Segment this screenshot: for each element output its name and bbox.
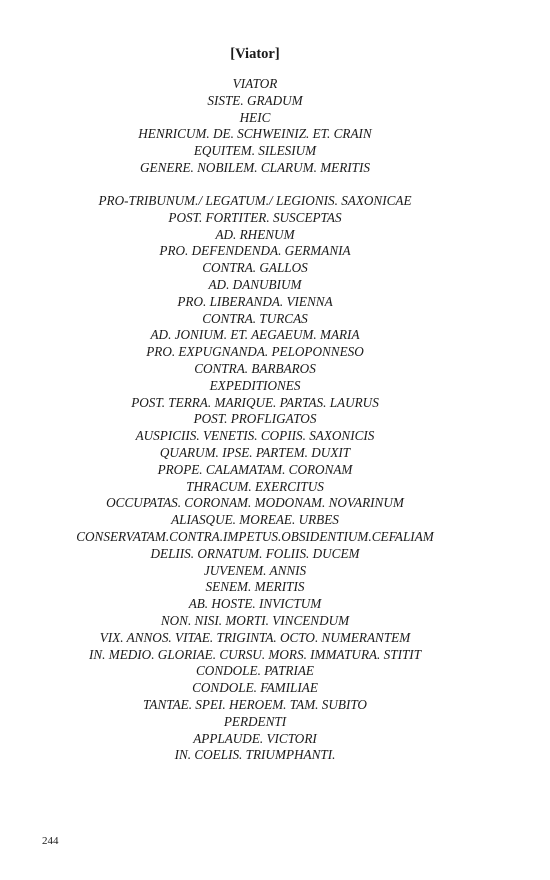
inscription-line: CONTRA. TURCAS <box>202 310 308 326</box>
inscription-line: CONDOLE. PATRIAE <box>196 663 314 679</box>
inscription-stanza-2 <box>0 193 510 764</box>
inscription-line: APPLAUDE. VICTORI <box>193 730 317 746</box>
inscription-line: POST. PROFLIGATOS <box>193 411 317 427</box>
inscription-line: EQUITEM. SILESIUM <box>193 143 317 159</box>
inscription-line: ALIASQUE. MOREAE. URBES <box>171 512 339 528</box>
inscription-line: SENEM. MERITIS <box>205 579 305 595</box>
inscription-line: GENERE. NOBILEM. CLARUM. MERITIS <box>139 159 371 175</box>
inscription-line: QUARUM. IPSE. PARTEM. DUXIT <box>159 444 351 460</box>
inscription-line: AD. RHENUM <box>215 226 295 242</box>
inscription-line: PRO. DEFENDENDA. GERMANIA <box>159 243 351 259</box>
inscription-line: NON. NISI. MORTI. VINCENDUM <box>160 612 350 628</box>
inscription-line: IN. COELIS. TRIUMPHANTI. <box>174 747 336 763</box>
inscription-line: HENRICUM. DE. SCHWEINIZ. ET. CRAIN <box>138 126 372 142</box>
inscription-line: PRO-TRIBUNUM./ LEGATUM./ LEGIONIS. SAXONICAE <box>98 193 412 208</box>
inscription-line: POST. TERRA. MARIQUE. PARTAS. LAURUS <box>131 394 379 410</box>
inscription-line: AB. HOSTE. INVICTUM <box>188 596 322 612</box>
page-title: [Viator] <box>230 46 280 62</box>
inscription-line: CONSERVATAM.CONTRA.IMPETUS.OBSIDENTIUM.CEFALIAM <box>76 528 434 544</box>
inscription-line: TANTAE. SPEI. HEROEM. TAM. SUBITO <box>143 696 367 712</box>
inscription-line: AD. JONIUM. ET. AEGAEUM. MARIA <box>150 327 360 343</box>
inscription-line: CONTRA. GALLOS <box>202 260 308 276</box>
inscription-line: AUSPICIIS. VENETIS. COPIIS. SAXONICIS <box>135 428 375 444</box>
inscription-line: CONTRA. BARBAROS <box>194 360 316 376</box>
inscription-line: JUVENEM. ANNIS <box>203 562 307 578</box>
inscription-line: PRO. EXPUGNANDA. PELOPONNESO <box>146 344 364 360</box>
inscription-line: PRO. LIBERANDA. VIENNA <box>177 293 333 309</box>
inscription-stanza-1 <box>0 76 510 177</box>
inscription-line: VIATOR <box>232 76 278 91</box>
inscription-line: POST. FORTITER. SUSCEPTAS <box>168 209 342 225</box>
inscription-line: PERDENTI <box>223 713 287 729</box>
inscription-line: OCCUPATAS. CORONAM. MODONAM. NOVARINUM <box>106 495 404 511</box>
inscription-line: VIX. ANNOS. VITAE. TRIGINTA. OCTO. NUMERANTEM <box>99 629 411 645</box>
inscription-line: DELIIS. ORNATUM. FOLIIS. DUCEM <box>150 545 360 561</box>
inscription-line: CONDOLE. FAMILIAE <box>192 680 318 696</box>
inscription-line: THRACUM. EXERCITUS <box>186 478 324 494</box>
inscription-line: SISTE. GRADUM <box>207 92 303 108</box>
page-number: 244 <box>42 835 59 847</box>
inscription-line: HEIC <box>239 109 271 125</box>
inscription-line: EXPEDITIONES <box>209 377 301 393</box>
inscription-line: IN. MEDIO. GLORIAE. CURSU. MORS. IMMATURA. STITIT <box>88 646 422 662</box>
inscription-line: PROPE. CALAMATAM. CORONAM <box>157 461 353 477</box>
inscription-line: AD. DANUBIUM <box>208 276 302 292</box>
